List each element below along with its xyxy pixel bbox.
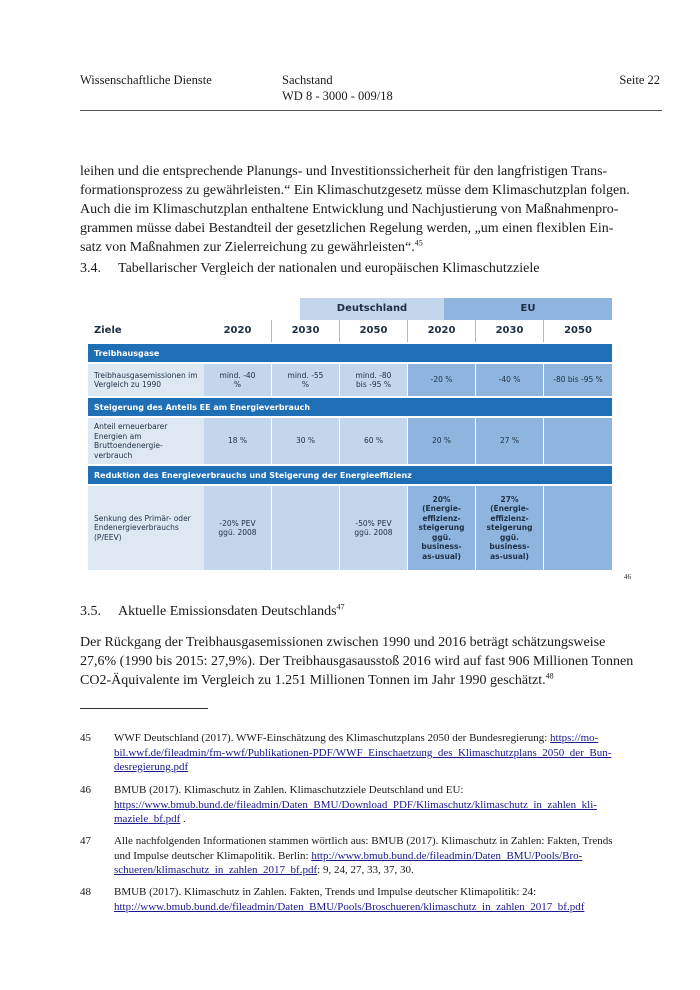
body-paragraph-2	[80, 633, 660, 690]
table-cell	[272, 486, 340, 570]
table-cell: 30 %	[272, 418, 340, 464]
table-section-bar: Treibhausgase	[88, 344, 612, 362]
para-line: 27,6% (1990 bis 2015: 27,9%). Der Treibhausgasausstoß 2016 wird auf fast 906 Millionen Tonnen	[80, 654, 634, 669]
footnote-number: 47	[80, 835, 91, 847]
footnote-link[interactable]: http://www.bmub.bund.de/fileadmin/Daten_BMU/Pools/Bro-	[311, 849, 583, 862]
section-title: Tabellarischer Vergleich der nationalen und europäischen Klimaschutzziele	[118, 261, 540, 276]
footnote-number: 48	[80, 886, 91, 898]
table-cell: mind. -80 bis -95 %	[340, 364, 408, 396]
footnote-link[interactable]: bil.wwf.de/fileadmin/fm-wwf/Publikationen-PDF/WWF_Einschaetzung_des_Klimaschutzplans_2050_der_Bun-	[114, 746, 612, 759]
footnote-text: BMUB (2017). Klimaschutz in Zahlen. Klimaschutzziele Deutschland und EU:	[114, 784, 464, 796]
table-source-ref[interactable]: 46	[624, 573, 631, 581]
section-title: Aktuelle Emissionsdaten Deutschlands	[118, 604, 337, 619]
para-line: CO2-Äquivalente im Vergleich zu 1.251 Millionen Tonnen im Jahr 1990 geschätzt.$^{48}$	[80, 671, 554, 688]
header-page-number: Seite 22	[619, 73, 660, 87]
para-line: leihen und die entsprechende Planungs- und Investitionssicherheit für den langfristigen Trans-	[80, 164, 608, 179]
section-heading-3-5	[80, 602, 345, 621]
footnote-number: 45	[80, 732, 91, 744]
year-header: 2030	[272, 320, 340, 342]
table-cell: 27 %	[476, 418, 544, 464]
footnote-number: 46	[80, 784, 91, 796]
table-section-bar: Reduktion des Energieverbrauchs und Steigerung der Energieeffizienz	[88, 466, 612, 484]
header-type: Sachstand	[282, 73, 333, 87]
section-number: 3.4.	[80, 261, 101, 276]
table-cell: 18 %	[204, 418, 272, 464]
table-cell: -80 bis -95 %	[544, 364, 612, 396]
header-reference: WD 8 - 3000 - 009/18	[282, 89, 393, 103]
footnote-text: BMUB (2017). Klimaschutz in Zahlen. Fakten, Trends und Impulse deutscher Klimapolitik: 24:	[114, 886, 537, 898]
table-cell: mind. -40 %	[204, 364, 272, 396]
para-line: grammen müsse dabei Bestandteil der gesetzlichen Regelung werden, „um einen flexiblen Ein-	[80, 221, 614, 236]
climate-targets-table	[88, 298, 612, 570]
para-line: Auch die im Klimaschutzplan enthaltene Entwicklung und Nachjustierung von Maßnahmenpro-	[80, 202, 619, 217]
row-label: Senkung des Primär- oder Endenergieverbrauchs (P/EEV)	[88, 486, 204, 570]
header-organization: Wissenschaftliche Dienste	[80, 73, 212, 87]
year-header: 2050	[340, 320, 408, 342]
table-cell: -20 %	[408, 364, 476, 396]
table-cell: -50% PEV ggü. 2008	[340, 486, 408, 570]
footnote-ref-48[interactable]: 48	[545, 671, 554, 681]
ziele-label: Ziele	[88, 320, 204, 342]
footnote-link[interactable]: schueren/klimaschutz_in_zahlen_2017_bf.pdf	[114, 864, 318, 876]
header-document-type	[282, 72, 393, 104]
footnote-text: Alle nachfolgenden Informationen stammen wörtlich aus: BMUB (2017). Klimaschutz in Zahlen: Fakten, Trends	[114, 835, 613, 847]
year-header: 2020	[408, 320, 476, 342]
table-cell: -40 %	[476, 364, 544, 396]
group-header-deutschland: Deutschland	[300, 298, 444, 320]
table-cell: 60 %	[340, 418, 408, 464]
year-header: 2020	[204, 320, 272, 342]
row-label: Anteil erneuerbarer Energien am Bruttoendenergie-verbrauch	[88, 418, 204, 464]
body-paragraph-1	[80, 162, 660, 257]
footnote-text: WWF Deutschland (2017). WWF-Einschätzung des Klimaschutzplans 2050 der Bundesregierung:	[114, 732, 551, 744]
table-cell	[544, 418, 612, 464]
footnote-ref-47[interactable]: 47	[336, 602, 345, 612]
section-heading-3-4	[80, 259, 539, 278]
footnote-divider	[80, 708, 208, 709]
table-cell: -20% PEV ggü. 2008	[204, 486, 272, 570]
footnote-link[interactable]: maziele_bf.pdf	[114, 813, 181, 825]
group-header-eu: EU	[444, 298, 612, 320]
footnote-ref-45[interactable]: 45	[414, 238, 423, 248]
table-cell: 20 %	[408, 418, 476, 464]
year-header: 2030	[476, 320, 544, 342]
footnote-link[interactable]: https://www.bmub.bund.de/fileadmin/Daten_BMU/Download_PDF/Klimaschutz/klimaschutz_in_zahlen_kli-	[114, 798, 597, 811]
footnote-trailing: .	[180, 813, 186, 825]
table-cell: 27% (Energie-effizienz-steigerung ggü. business-as-usual)	[476, 486, 544, 570]
para-line: formationsprozess zu gewährleisten.“ Ein Klimaschutzgesetz müsse dem Klimaschutzplan folgen.	[80, 183, 630, 198]
row-label: Treibhausgasemissionen im Vergleich zu 1990	[88, 364, 204, 396]
header-divider	[80, 110, 662, 111]
table-section-bar: Steigerung des Anteils EE am Energieverbrauch	[88, 398, 612, 416]
footnote-link[interactable]: http://www.bmub.bund.de/fileadmin/Daten_BMU/Pools/Broschueren/klimaschutz_in_zahlen_2017_bf.pdf	[114, 900, 585, 913]
para-line: Der Rückgang der Treibhausgasemissionen zwischen 1990 und 2016 beträgt schätzungsweise	[80, 635, 606, 650]
footnote-link[interactable]: https://mo-	[550, 732, 599, 744]
section-number: 3.5.	[80, 604, 101, 619]
table-cell: mind. -55 %	[272, 364, 340, 396]
year-header: 2050	[544, 320, 612, 342]
para-line: satz von Maßnahmen zur Zielerreichung zu gewährleisten“.$^{45}$	[80, 238, 423, 255]
table-cell: 20% (Energie-effizienz-steigerung ggü. business-as-usual)	[408, 486, 476, 570]
footnote-text: und Impulse deutscher Klimapolitik. Berlin:	[114, 849, 312, 862]
footnote-trailing: : 9, 24, 27, 33, 37, 30.	[317, 864, 414, 876]
footnote-link[interactable]: desregierung.pdf	[114, 761, 189, 773]
table-cell	[544, 486, 612, 570]
